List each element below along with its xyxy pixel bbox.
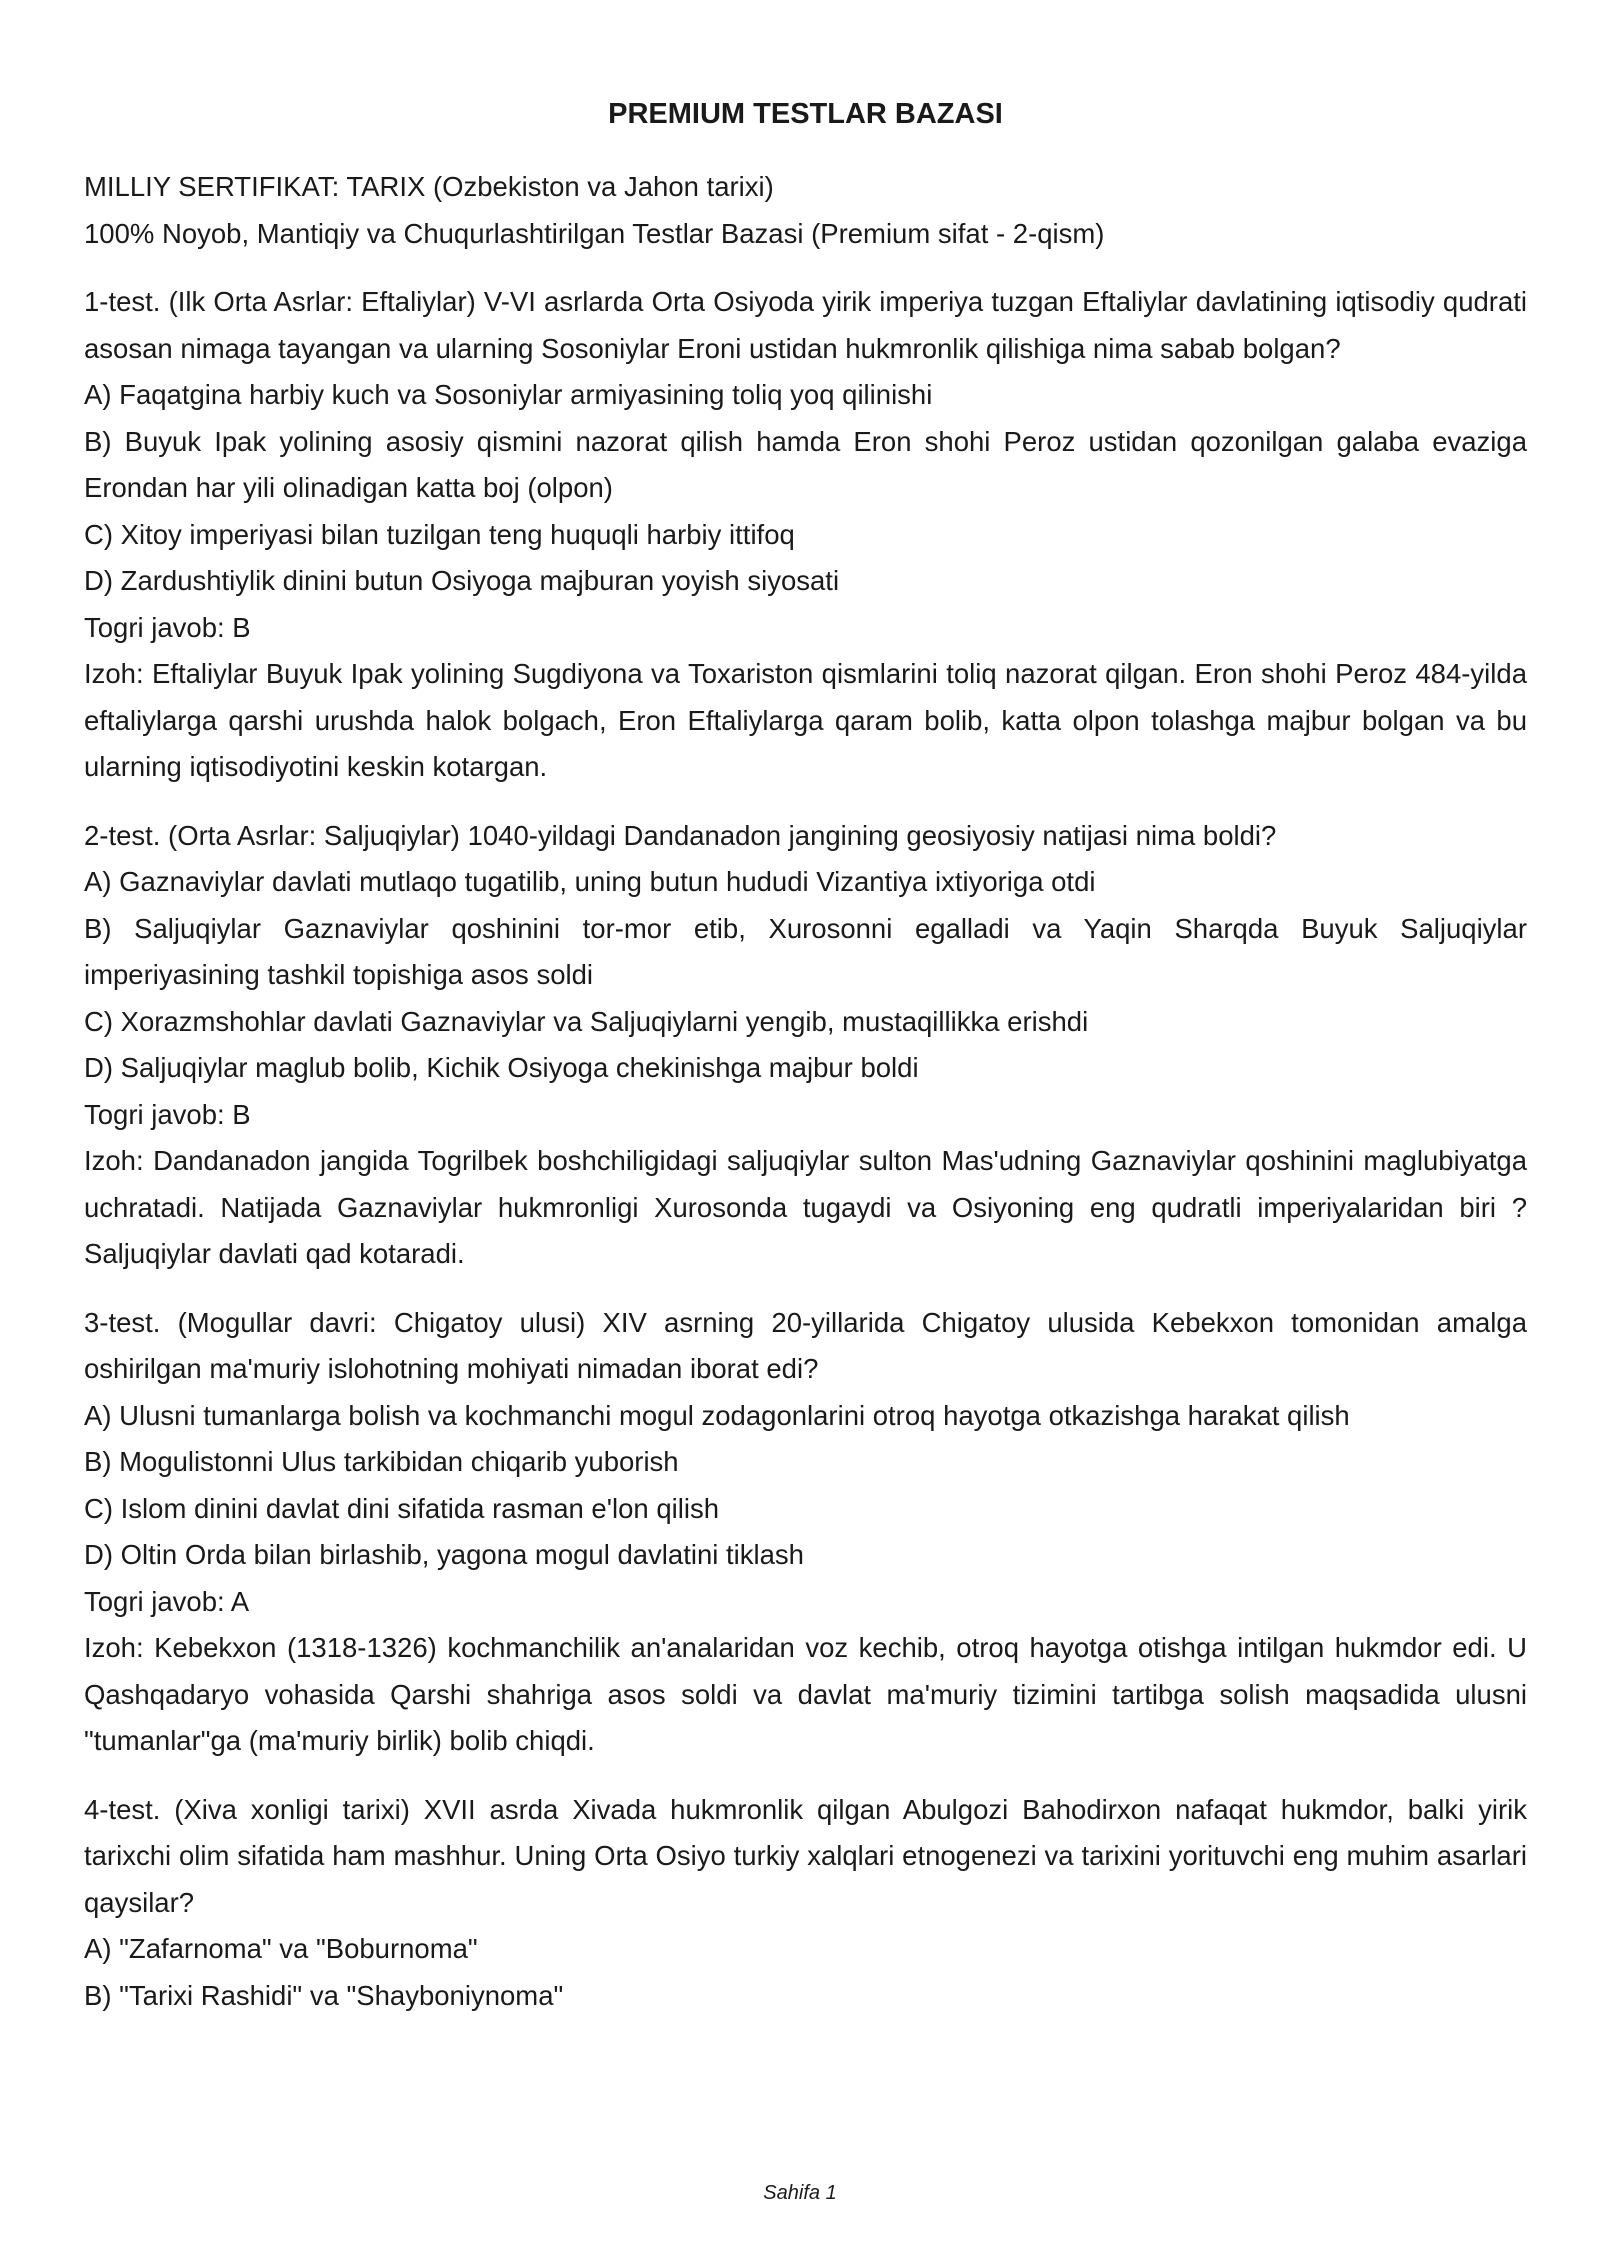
correct-answer: Togri javob: B bbox=[84, 611, 251, 643]
option-c: C) Islom dinini davlat dini sifatida rasman e'lon qilish bbox=[84, 1492, 719, 1524]
spacer bbox=[84, 1765, 1527, 1787]
option-d: D) Zardushtiylik dinini butun Osiyoga majburan yoyish siyosati bbox=[84, 565, 840, 596]
option-b: B) Buyuk Ipak yolining asosiy qismini nazorat qilish hamda Eron shohi Peroz ustidan qozonilgan galaba evaziga Erondan har yili olinadigan katta boj (olpon) bbox=[84, 425, 1527, 503]
correct-answer: Togri javob: A bbox=[84, 1585, 250, 1617]
option-a: A) "Zafarnoma" va "Boburnoma" bbox=[84, 1933, 478, 1964]
test-block-2 bbox=[84, 813, 1527, 1278]
option-d: D) Oltin Orda bilan birlashib, yagona mogul davlatini tiklash bbox=[84, 1539, 804, 1570]
page-title: PREMIUM TESTLAR BAZASI bbox=[608, 98, 1003, 130]
explanation-text: Izoh: Dandanadon jangida Togrilbek boshchiligidagi saljuqiylar sulton Mas'udning Gaznaviylar qoshinini maglubiyatga uchratadi. Natijada Gaznaviylar hukmronligi Xurosonda tugaydi va Osiyoning eng qudratli imperiyalaridan biri ? Saljuqiylar davlati qad kotaradi. bbox=[84, 1145, 1527, 1269]
test-block-1 bbox=[84, 279, 1527, 791]
option-b: B) Saljuqiylar Gaznaviylar qoshinini tor-mor etib, Xurosonni egalladi va Yaqin Sharqda Buyuk Saljuqiylar imperiyasining tashkil topishiga asos soldi bbox=[84, 912, 1527, 990]
correct-answer: Togri javob: B bbox=[84, 1098, 251, 1130]
option-c: C) Xorazmshohlar davlati Gaznaviylar va Saljuqiylarni yengib, mustaqillikka erishdi bbox=[84, 1005, 1089, 1037]
option-b: B) "Tarixi Rashidi" va "Shayboniynoma" bbox=[84, 1979, 564, 2011]
question-text: 1-test. (Ilk Orta Asrlar: Eftaliylar) V-VI asrlarda Orta Osiyoda yirik imperiya tuzgan Eftaliylar davlatining iqtisodiy qudrati asosan nimaga tayangan va ularning Sosoniylar Eroni ustidan hukmronlik qilishiga nima sabab bolgan? bbox=[84, 286, 1527, 364]
spacer bbox=[84, 791, 1527, 813]
option-a: A) Gaznaviylar davlati mutlaqo tugatilib, uning butun hududi Vizantiya ixtiyoriga otdi bbox=[84, 866, 1096, 897]
option-a: A) Ulusni tumanlarga bolish va kochmanchi mogul zodagonlarini otroq hayotga otkazishga harakat qilish bbox=[84, 1399, 1350, 1431]
spacer bbox=[84, 1278, 1527, 1300]
option-d: D) Saljuqiylar maglub bolib, Kichik Osiyoga chekinishga majbur boldi bbox=[84, 1052, 919, 1083]
question-text: 4-test. (Xiva xonligi tarixi) XVII asrda Xivada hukmronlik qilgan Abulgozi Bahodirxon nafaqat hukmdor, balki yirik tarixchi olim sifatida ham mashhur. Uning Orta Osiyo turkiy xalqlari etnogenezi va tarixini yorituvchi eng muhim asarlari qaysilar? bbox=[84, 1793, 1527, 1918]
document-page bbox=[84, 84, 1527, 2019]
option-c: C) Xitoy imperiyasi bilan tuzilgan teng huquqli harbiy ittifoq bbox=[84, 518, 795, 550]
option-b: B) Mogulistonni Ulus tarkibidan chiqarib yuborish bbox=[84, 1446, 679, 1477]
question-text: 3-test. (Mogullar davri: Chigatoy ulusi) XIV asrning 20-yillarida Chigatoy ulusida Kebekxon tomonidan amalga oshirilgan ma'muriy islohotning mohiyati nimadan iborat edi? bbox=[84, 1306, 1527, 1384]
explanation-text: Izoh: Kebekxon (1318-1326) kochmanchilik an'analaridan voz kechib, otroq hayotga otishga intilgan hukmdor edi. U Qashqadaryo vohasida Qarshi shahriga asos soldi va davlat ma'muriy tizimini tartibga solish maqsadida ulusni "tumanlar"ga (ma'muriy birlik) bolib chiqdi. bbox=[84, 1632, 1527, 1756]
test-block-4 bbox=[84, 1787, 1527, 2020]
spacer bbox=[84, 257, 1527, 279]
page-footer: Sahifa 1 bbox=[763, 2182, 837, 2204]
question-text: 2-test. (Orta Asrlar: Saljuqiylar) 1040-yildagi Dandanadon jangining geosiyosiy natijasi nima boldi? bbox=[84, 819, 1277, 851]
subtitle-line-2: 100% Noyob, Mantiqiy va Chuqurlashtirilgan Testlar Bazasi (Premium sifat - 2-qism) bbox=[84, 217, 1105, 249]
option-a: A) Faqatgina harbiy kuch va Sosoniylar armiyasining toliq yoq qilinishi bbox=[84, 379, 933, 410]
explanation-text: Izoh: Eftaliylar Buyuk Ipak yolining Sugdiyona va Toxariston qismlarini toliq nazorat qilgan. Eron shohi Peroz 484-yilda eftaliylarga qarshi urushda halok bolgach, Eron Eftaliylarga qaram bolib, katta olpon tolashga majbur bolgan va bu ularning iqtisodiyotini keskin kotargan. bbox=[84, 658, 1527, 782]
subtitle-line-1: MILLIY SERTIFIKAT: TARIX (Ozbekiston va Jahon tarixi) bbox=[84, 171, 774, 202]
test-block-3 bbox=[84, 1300, 1527, 1765]
